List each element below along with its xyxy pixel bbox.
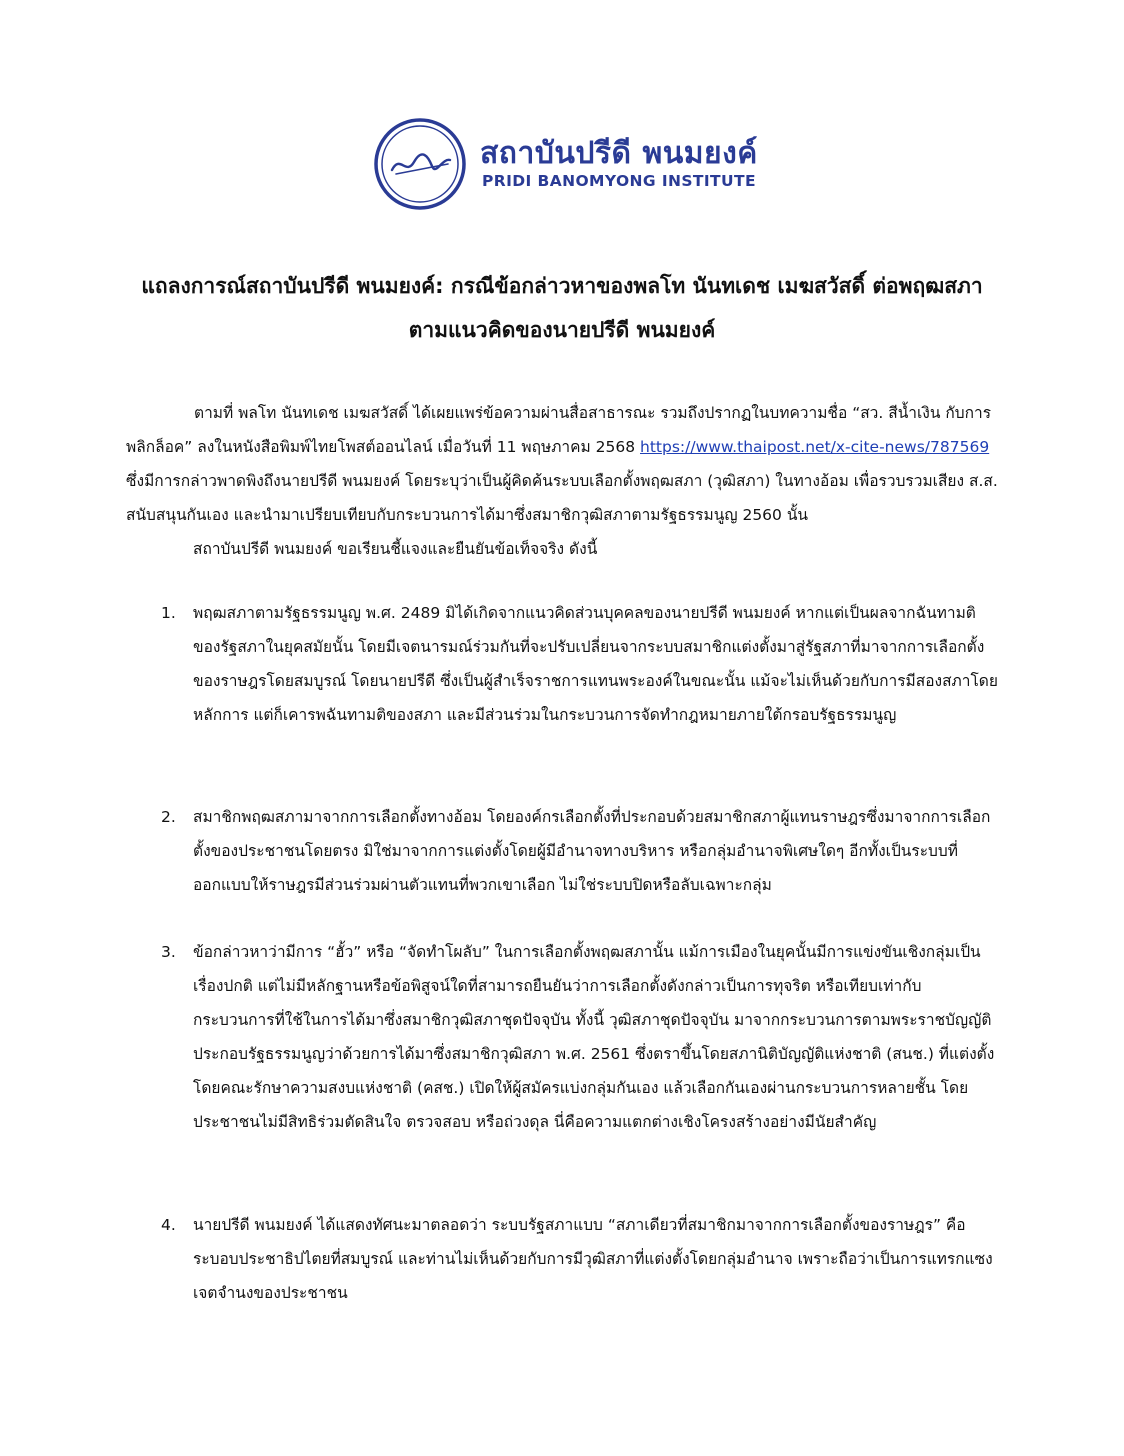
list-item-text: ข้อกล่าวหาว่ามีการ “ฮั้ว” หรือ “จัดทำโผลับ” ในการเลือกตั้งพฤฒสภานั้น แม้การเมืองในยุคนั้นมีการแข่งขันเชิงกลุ่มเป็นเรื่องปกติ แต่ไม่มีหลักฐานหรือข้อพิสูจน์ใดที่สามารถยืนยันว่าการเลือกตั้งดังกล่าวเป็นการทุจริต หรือเทียบเท่ากับกระบวนการที่ใช้ในการได้มาซึ่งสมาชิกวุฒิสภาชุดปัจจุบัน ทั้งนี้ วุฒิสภาชุดปัจจุบัน มาจากกระบวนการตามพระราชบัญญัติประกอบรัฐธรรมนูญว่าด้วยการได้มาซึ่งสมาชิกวุฒิสภา พ.ศ. 2561 ซึ่งตราขึ้นโดยสภานิติบัญญัติแห่งชาติ (สนช.) ที่แต่งตั้งโดยคณะรักษาความสงบแห่งชาติ (คสช.) เปิดให้ผู้สมัครแบ่งกลุ่มกันเอง แล้วเลือกกันเองผ่านกระบวนการหลายชั้น โดยประชาชนไม่มีสิทธิร่วมตัดสินใจ ตรวจสอบ หรือถ่วงดุล นี่คือความแตกต่างเชิงโครงสร้างอย่างมีนัยสำคัญ: [193, 943, 995, 1131]
statement-title-line-2: ตามแนวคิดของนายปรีดี พนมยงค์: [408, 318, 716, 342]
list-item-number: 4.: [161, 1216, 176, 1234]
list-item-text: สมาชิกพฤฒสภามาจากการเลือกตั้งทางอ้อม โดยองค์กรเลือกตั้งที่ประกอบด้วยสมาชิกสภาผู้แทนราษฎรซึ่งมาจากการเลือกตั้งของประชาชนโดยตรง มิใช่มาจากการแต่งตั้งโดยผู้มีอำนาจทางบริหาร หรือกลุ่มอำนาจพิเศษใดๆ อีกทั้งเป็นระบบที่ออกแบบให้ราษฎรมีส่วนร่วมผ่านตัวแทนที่พวกเขาเลือก ไม่ใช่ระบบปิดหรือลับเฉพาะกลุ่ม: [193, 808, 991, 894]
list-item: [126, 935, 1000, 1139]
thaipost-article-link[interactable]: https://www.thaipost.net/x-cite-news/787569: [640, 438, 990, 456]
statement-title-line-1: แถลงการณ์สถาบันปรีดี พนมยงค์: กรณีข้อกล่าวหาของพลโท นันทเดช เมฆสวัสดิ์ ต่อพฤฒสภา: [141, 274, 983, 298]
list-item: [126, 800, 1000, 902]
seal-emblem-icon: [372, 116, 468, 212]
logo-english-name: PRIDI BANOMYONG INSTITUTE: [482, 172, 756, 190]
logo-thai-name: สถาบันปรีดี พนมยงค์: [480, 136, 758, 171]
list-item: [126, 596, 1000, 732]
list-item: [126, 1208, 1000, 1310]
list-item-number: 2.: [161, 808, 176, 826]
intro-text-2: ซึ่งมีการกล่าวพาดพิงถึงนายปรีดี พนมยงค์ โดยระบุว่าเป็นผู้คิดค้นระบบเลือกตั้งพฤฒสภา (วุฒิสภา) ในทางอ้อม เพื่อรวบรวมเสียง ส.ส. สนับสนุนกันเอง และนำมาเปรียบเทียบกับกระบวนการได้มาซึ่งสมาชิกวุฒิสภาตามรัฐธรรมนูญ 2560 นั้น: [126, 472, 998, 524]
intro-text-3: สถาบันปรีดี พนมยงค์ ขอเรียนชี้แจงและยืนยันข้อเท็จจริง ดังนี้: [193, 540, 598, 558]
institute-logo: [372, 116, 772, 208]
list-item-text: พฤฒสภาตามรัฐธรรมนูญ พ.ศ. 2489 มิได้เกิดจากแนวคิดส่วนบุคคลของนายปรีดี พนมยงค์ หากแต่เป็นผลจากฉันทามติของรัฐสภาในยุคสมัยนั้น โดยมีเจตนารมณ์ร่วมกันที่จะปรับเปลี่ยนจากระบบสมาชิกแต่งตั้งมาสู่รัฐสภาที่มาจากการเลือกตั้งของราษฎรโดยสมบูรณ์ โดยนายปรีดี ซึ่งเป็นผู้สำเร็จราชการแทนพระองค์ในขณะนั้น แม้จะไม่เห็นด้วยกับการมีสองสภาโดยหลักการ แต่ก็เคารพฉันทามติของสภา และมีส่วนร่วมในกระบวนการจัดทำกฎหมายภายใต้กรอบรัฐธรรมนูญ: [193, 604, 998, 724]
intro-paragraph: [126, 396, 1000, 566]
intro-text-1: ตามที่ พลโท นันทเดช เมฆสวัสดิ์ ได้เผยแพร่ข้อความผ่านสื่อสาธารณะ รวมถึงปรากฏในบทความชื่อ “สว. สีน้ำเงิน กับการพลิกล็อค” ลงในหนังสือพิมพ์ไทยโพสต์ออนไลน์ เมื่อวันที่ 11 พฤษภาคม 2568: [126, 404, 992, 456]
list-item-number: 3.: [161, 943, 176, 961]
list-item-number: 1.: [161, 604, 176, 622]
list-item-text: นายปรีดี พนมยงค์ ได้แสดงทัศนะมาตลอดว่า ระบบรัฐสภาแบบ “สภาเดียวที่สมาชิกมาจากการเลือกตั้งของราษฎร” คือระบอบประชาธิปไตยที่สมบูรณ์ และท่านไม่เห็นด้วยกับการมีวุฒิสภาที่แต่งตั้งโดยกลุ่มอำนาจ เพราะถือว่าเป็นการแทรกแซงเจตจำนงของประชาชน: [193, 1216, 993, 1302]
